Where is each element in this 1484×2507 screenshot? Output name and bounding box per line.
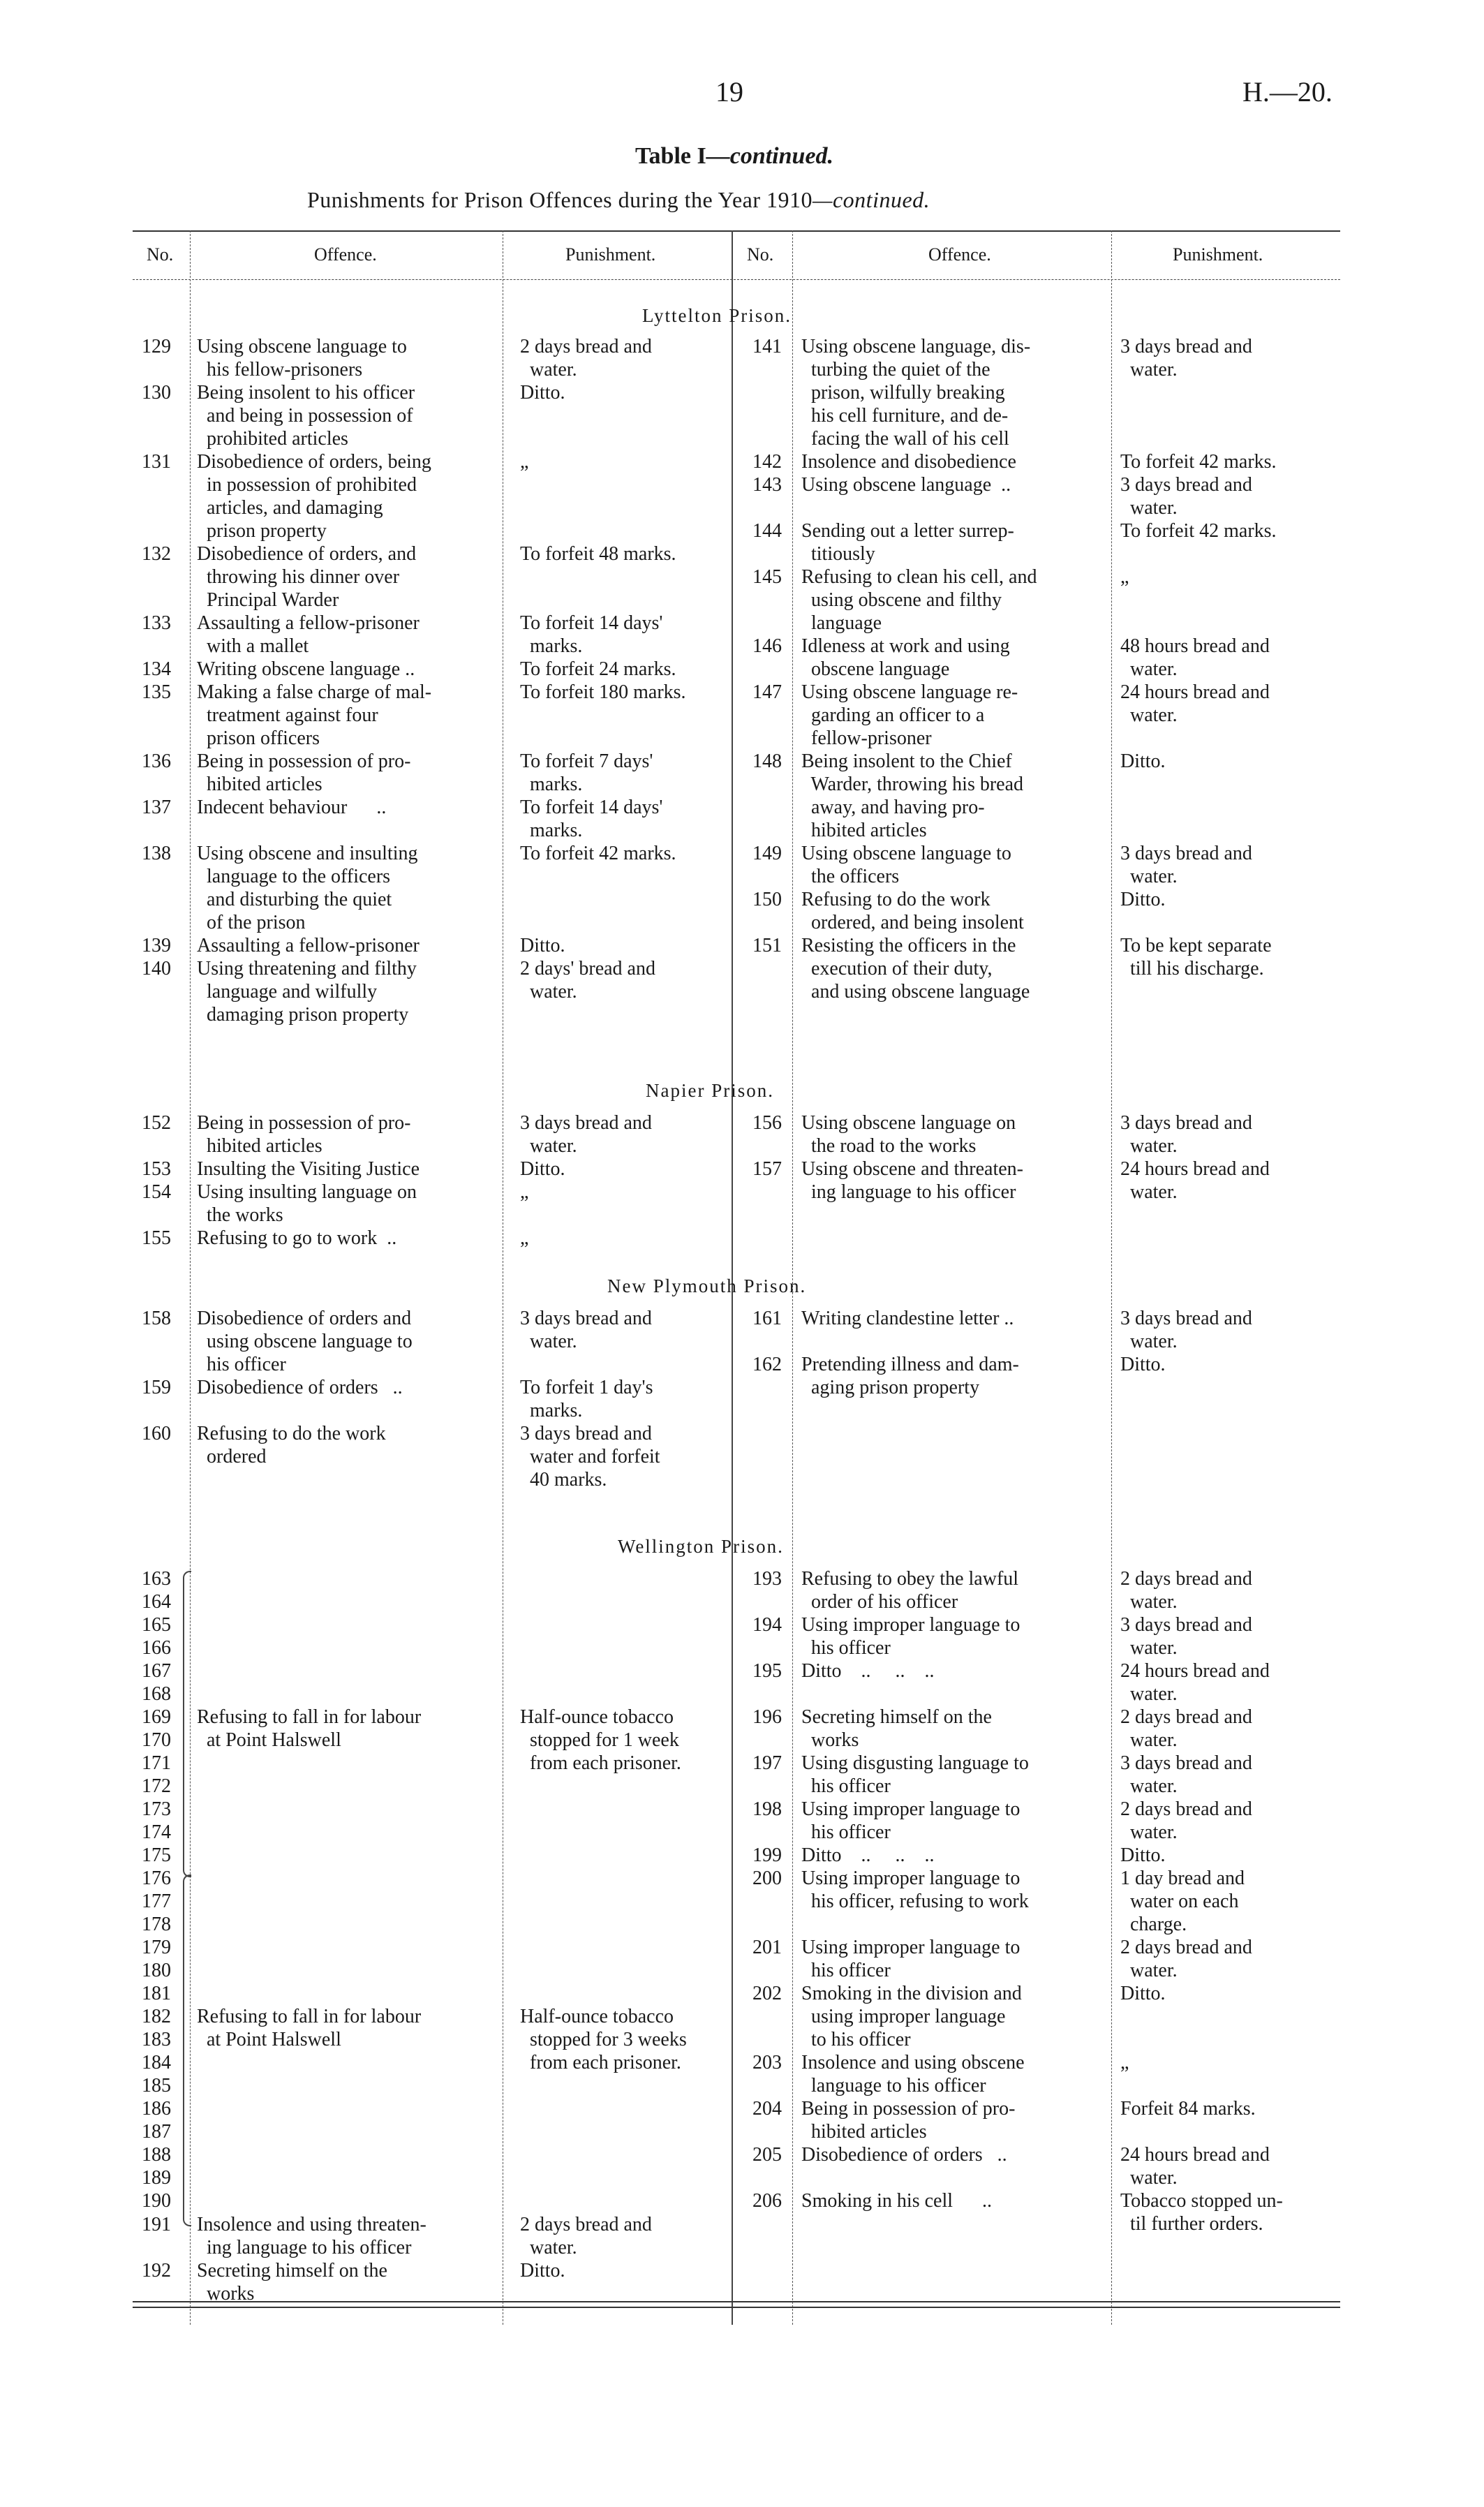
offence-cell: Refusing to go to work .. xyxy=(197,1227,397,1249)
punishment-cell: Tobacco stopped un- til further orders. xyxy=(1120,2190,1283,2235)
row-number: 173 xyxy=(142,1798,171,1820)
row-number: 202 xyxy=(752,1983,782,2004)
row-number: 197 xyxy=(752,1752,782,1774)
row-number: 136 xyxy=(142,750,171,772)
punishment-cell: To forfeit 48 marks. xyxy=(520,543,676,565)
row-number: 187 xyxy=(142,2121,171,2143)
row-number: 159 xyxy=(142,1377,171,1398)
row-number: 146 xyxy=(752,635,782,657)
punishment-cell: To forfeit 14 days' marks. xyxy=(520,797,663,841)
row-number: 179 xyxy=(142,1937,171,1958)
row-number: 134 xyxy=(142,658,171,680)
punishment-cell: 24 hours bread and water. xyxy=(1120,2144,1270,2189)
offence-cell: Using obscene language to the officers xyxy=(801,843,1011,887)
offence-cell: Using obscene language on the road to the works xyxy=(801,1112,1016,1157)
row-number: 156 xyxy=(752,1112,782,1134)
row-number: 205 xyxy=(752,2144,782,2166)
row-number: 188 xyxy=(142,2144,171,2166)
row-number: 153 xyxy=(142,1158,171,1180)
row-number: 138 xyxy=(142,843,171,864)
offence-cell: Using disgusting language to his officer xyxy=(801,1752,1029,1797)
row-number: 200 xyxy=(752,1868,782,1889)
offence-cell: Refusing to do the work ordered, and being insolent xyxy=(801,889,1024,933)
row-number: 145 xyxy=(752,566,782,588)
column-header-no-right: No. xyxy=(747,244,774,265)
row-number: 144 xyxy=(752,520,782,542)
offence-cell: Ditto .. .. .. xyxy=(801,1660,935,1682)
punishment-cell: 3 days bread and water. xyxy=(1120,1752,1252,1797)
offence-cell: Using improper language to his officer xyxy=(801,1614,1021,1659)
section-heading-new-plymouth: New Plymouth Prison. xyxy=(607,1275,807,1296)
section-heading-wellington: Wellington Prison. xyxy=(618,1536,784,1557)
offence-cell: Using obscene language re- garding an officer to a fellow-prisoner xyxy=(801,681,1018,749)
punishment-cell: To forfeit 180 marks. xyxy=(520,681,686,703)
punishment-cell: To forfeit 42 marks. xyxy=(520,843,676,864)
offence-cell: Refusing to fall in for labour at Point Halswell xyxy=(197,2006,422,2050)
row-number: 168 xyxy=(142,1683,171,1705)
section-heading-napier: Napier Prison. xyxy=(646,1080,774,1101)
offence-cell: Idleness at work and using obscene language xyxy=(801,635,1010,680)
offence-cell: Using obscene and threaten- ing language to his officer xyxy=(801,1158,1023,1203)
row-number: 184 xyxy=(142,2052,171,2073)
row-number: 178 xyxy=(142,1914,171,1935)
offence-cell: Using improper language to his officer xyxy=(801,1798,1021,1843)
offence-cell: Insolence and using threaten- ing language to his officer xyxy=(197,2214,426,2258)
offence-cell: Ditto .. .. .. xyxy=(801,1844,935,1866)
row-number: 142 xyxy=(752,451,782,473)
table-subtitle-main: Punishments for Prison Offences during the Year 1910 xyxy=(307,187,813,212)
punishment-cell: 3 days bread and water. xyxy=(520,1308,652,1352)
row-number: 129 xyxy=(142,336,171,357)
row-number: 135 xyxy=(142,681,171,703)
punishment-cell: Ditto. xyxy=(520,2260,565,2282)
offence-cell: Insolence and using obscene language to his officer xyxy=(801,2052,1025,2096)
offence-cell: Using threatening and filthy language and wilfully damaging prison property xyxy=(197,958,417,1026)
row-number: 201 xyxy=(752,1937,782,1958)
punishment-cell: 2 days bread and water. xyxy=(1120,1798,1252,1843)
row-number: 198 xyxy=(752,1798,782,1820)
offence-cell: Being in possession of pro- hibited articles xyxy=(197,1112,411,1157)
row-number: 165 xyxy=(142,1614,171,1636)
offence-cell: Disobedience of orders, being in possession of prohibited articles, and damaging prison property xyxy=(197,451,431,542)
punishment-cell: „ xyxy=(1120,566,1129,588)
offence-cell: Secreting himself on the works xyxy=(197,2260,387,2305)
punishment-cell: „ xyxy=(520,1181,529,1203)
offence-cell: Refusing to do the work ordered xyxy=(197,1423,386,1467)
punishment-cell: To forfeit 24 marks. xyxy=(520,658,676,680)
offence-cell: Being insolent to the Chief Warder, throwing his bread away, and having pro- hibited articles xyxy=(801,750,1024,841)
row-number: 148 xyxy=(752,750,782,772)
row-number: 206 xyxy=(752,2190,782,2212)
punishment-cell: 1 day bread and water on each charge. xyxy=(1120,1868,1245,1935)
offence-cell: Making a false charge of mal- treatment against four prison officers xyxy=(197,681,432,749)
row-number: 180 xyxy=(142,1960,171,1981)
punishment-cell: 3 days bread and water. xyxy=(520,1112,652,1157)
punishment-cell: Forfeit 84 marks. xyxy=(1120,2098,1256,2120)
offence-cell: Using insulting language on the works xyxy=(197,1181,417,1226)
row-number: 185 xyxy=(142,2075,171,2096)
row-number: 191 xyxy=(142,2214,171,2235)
row-number: 140 xyxy=(142,958,171,979)
header-bottom-rule xyxy=(133,279,1340,280)
offence-cell: Sending out a letter surrep- titiously xyxy=(801,520,1014,565)
row-number: 158 xyxy=(142,1308,171,1329)
table-title-main: Table I xyxy=(635,143,706,169)
row-number: 141 xyxy=(752,336,782,357)
offence-cell: Resisting the officers in the execution of their duty, and using obscene language xyxy=(801,935,1030,1003)
row-number: 176 xyxy=(142,1868,171,1889)
offence-cell: Writing obscene language .. xyxy=(197,658,415,680)
punishment-cell: Ditto. xyxy=(1120,889,1166,910)
punishment-cell: 48 hours bread and water. xyxy=(1120,635,1270,680)
punishment-cell: To forfeit 42 marks. xyxy=(1120,520,1277,542)
row-number: 162 xyxy=(752,1354,782,1375)
row-number: 163 xyxy=(142,1568,171,1590)
offence-cell: Smoking in the division and using improper language to his officer xyxy=(801,1983,1022,2050)
punishment-cell: 3 days bread and water. xyxy=(1120,1308,1252,1352)
punishment-cell: 3 days bread and water. xyxy=(1120,1112,1252,1157)
punishment-cell: 24 hours bread and water. xyxy=(1120,1158,1270,1203)
row-number: 204 xyxy=(752,2098,782,2120)
punishment-cell: Half-ounce tobacco stopped for 3 weeks from each prisoner. xyxy=(520,2006,687,2073)
column-header-punishment-right: Punishment. xyxy=(1173,244,1263,265)
punishment-cell: Ditto. xyxy=(1120,750,1166,772)
punishment-cell: 24 hours bread and water. xyxy=(1120,1660,1270,1705)
table-title xyxy=(635,143,833,170)
column-header-offence-left: Offence. xyxy=(314,244,377,265)
offence-cell: Being insolent to his officer and being in possession of prohibited articles xyxy=(197,382,415,450)
offence-cell: Using obscene language .. xyxy=(801,474,1011,496)
row-number: 130 xyxy=(142,382,171,404)
row-number: 149 xyxy=(752,843,782,864)
punishment-cell: „ xyxy=(520,1227,529,1249)
punishment-cell: 2 days bread and water. xyxy=(1120,1568,1252,1613)
offence-cell: Secreting himself on the works xyxy=(801,1706,992,1751)
table-bottom-rule xyxy=(133,2301,1340,2302)
offence-cell: Indecent behaviour .. xyxy=(197,797,387,818)
punishment-cell: 24 hours bread and water. xyxy=(1120,681,1270,726)
offence-cell: Refusing to obey the lawful order of his officer xyxy=(801,1568,1019,1613)
row-number: 131 xyxy=(142,451,171,473)
row-number: 177 xyxy=(142,1891,171,1912)
punishment-cell: 3 days bread and water. xyxy=(1120,336,1252,380)
offence-cell: Assaulting a fellow-prisoner with a mallet xyxy=(197,612,420,657)
row-number: 167 xyxy=(142,1660,171,1682)
punishment-cell: 3 days bread and water. xyxy=(1120,474,1252,519)
row-number: 161 xyxy=(752,1308,782,1329)
punishment-cell: To be kept separate till his discharge. xyxy=(1120,935,1272,979)
table-title-continued: —continued. xyxy=(706,143,834,169)
row-number: 192 xyxy=(142,2260,171,2282)
row-number: 139 xyxy=(142,935,171,956)
row-number: 151 xyxy=(752,935,782,956)
row-number: 133 xyxy=(142,612,171,634)
punishment-cell: To forfeit 1 day's marks. xyxy=(520,1377,653,1421)
header-top-rule xyxy=(133,230,1340,232)
section-heading-lyttelton: Lyttelton Prison. xyxy=(642,305,792,326)
offence-cell: Insulting the Visiting Justice xyxy=(197,1158,420,1180)
punishment-cell: 2 days bread and water. xyxy=(520,336,652,380)
row-number: 175 xyxy=(142,1844,171,1866)
column-header-offence-right: Offence. xyxy=(928,244,991,265)
punishment-cell: To forfeit 42 marks. xyxy=(1120,451,1277,473)
row-number: 137 xyxy=(142,797,171,818)
row-number: 160 xyxy=(142,1423,171,1444)
offence-cell: Using improper language to his officer, refusing to work xyxy=(801,1868,1029,1912)
row-number: 183 xyxy=(142,2029,171,2050)
punishment-cell: 3 days bread and water. xyxy=(1120,843,1252,887)
punishment-cell: Ditto. xyxy=(1120,1983,1166,2004)
table-subtitle xyxy=(307,187,930,213)
group-brace xyxy=(183,1874,191,2226)
offence-cell: Disobedience of orders and using obscene language to his officer xyxy=(197,1308,413,1375)
row-number: 181 xyxy=(142,1983,171,2004)
row-number: 194 xyxy=(752,1614,782,1636)
row-number: 166 xyxy=(142,1637,171,1659)
table-subtitle-continued: —continued. xyxy=(813,187,930,212)
offence-cell: Using obscene language to his fellow-prisoners xyxy=(197,336,407,380)
punishment-cell: „ xyxy=(520,451,529,473)
offence-cell: Using improper language to his officer xyxy=(801,1937,1021,1981)
offence-cell: Being in possession of pro- hibited articles xyxy=(801,2098,1016,2143)
row-number: 189 xyxy=(142,2167,171,2189)
table-bottom-rule xyxy=(133,2307,1340,2308)
document-reference: H.—20. xyxy=(1242,76,1333,108)
offence-cell: Using obscene and insulting language to the officers and disturbing the quiet of the prison xyxy=(197,843,418,933)
row-number: 195 xyxy=(752,1660,782,1682)
row-number: 174 xyxy=(142,1821,171,1843)
row-number: 152 xyxy=(142,1112,171,1134)
row-number: 132 xyxy=(142,543,171,565)
punishment-cell: 2 days bread and water. xyxy=(1120,1937,1252,1981)
offence-cell: Refusing to fall in for labour at Point Halswell xyxy=(197,1706,422,1751)
row-number: 169 xyxy=(142,1706,171,1728)
punishment-cell: To forfeit 7 days' marks. xyxy=(520,750,653,795)
group-brace xyxy=(183,1571,191,1877)
punishment-cell: Ditto. xyxy=(1120,1844,1166,1866)
row-number: 172 xyxy=(142,1775,171,1797)
column-separator xyxy=(1111,230,1112,2325)
offence-cell: Assaulting a fellow-prisoner xyxy=(197,935,420,956)
row-number: 164 xyxy=(142,1591,171,1613)
row-number: 171 xyxy=(142,1752,171,1774)
offence-cell: Refusing to clean his cell, and using obscene and filthy language xyxy=(801,566,1037,634)
punishment-cell: Ditto. xyxy=(520,935,565,956)
punishment-cell: „ xyxy=(1120,2052,1129,2073)
row-number: 155 xyxy=(142,1227,171,1249)
punishment-cell: Half-ounce tobacco stopped for 1 week from each prisoner. xyxy=(520,1706,681,1774)
row-number: 143 xyxy=(752,474,782,496)
row-number: 154 xyxy=(142,1181,171,1203)
row-number: 199 xyxy=(752,1844,782,1866)
offence-cell: Using obscene language, dis- turbing the quiet of the prison, wilfully breaking his cell furniture, and de- facing the wall of his cell xyxy=(801,336,1031,450)
offence-cell: Pretending illness and dam- aging prison property xyxy=(801,1354,1019,1398)
offence-cell: Smoking in his cell .. xyxy=(801,2190,992,2212)
punishment-cell: Ditto. xyxy=(520,1158,565,1180)
punishment-cell: Ditto. xyxy=(520,382,565,404)
punishment-cell: 3 days bread and water and forfeit 40 marks. xyxy=(520,1423,660,1491)
row-number: 170 xyxy=(142,1729,171,1751)
page-number: 19 xyxy=(715,76,743,108)
row-number: 150 xyxy=(752,889,782,910)
punishment-cell: 2 days bread and water. xyxy=(520,2214,652,2258)
offence-cell: Disobedience of orders, and throwing his dinner over Principal Warder xyxy=(197,543,417,611)
offence-cell: Writing clandestine letter .. xyxy=(801,1308,1014,1329)
column-header-no-left: No. xyxy=(147,244,174,265)
offence-cell: Disobedience of orders .. xyxy=(197,1377,403,1398)
row-number: 196 xyxy=(752,1706,782,1728)
row-number: 203 xyxy=(752,2052,782,2073)
offence-cell: Being in possession of pro- hibited articles xyxy=(197,750,411,795)
row-number: 186 xyxy=(142,2098,171,2120)
punishment-cell: To forfeit 14 days' marks. xyxy=(520,612,663,657)
row-number: 193 xyxy=(752,1568,782,1590)
punishment-cell: Ditto. xyxy=(1120,1354,1166,1375)
punishment-cell: 2 days' bread and water. xyxy=(520,958,655,1003)
punishment-cell: 3 days bread and water. xyxy=(1120,1614,1252,1659)
column-header-punishment-left: Punishment. xyxy=(565,244,656,265)
offence-cell: Insolence and disobedience xyxy=(801,451,1016,473)
row-number: 182 xyxy=(142,2006,171,2027)
punishment-cell: 2 days bread and water. xyxy=(1120,1706,1252,1751)
row-number: 147 xyxy=(752,681,782,703)
row-number: 190 xyxy=(142,2190,171,2212)
offence-cell: Disobedience of orders .. xyxy=(801,2144,1007,2166)
row-number: 157 xyxy=(752,1158,782,1180)
